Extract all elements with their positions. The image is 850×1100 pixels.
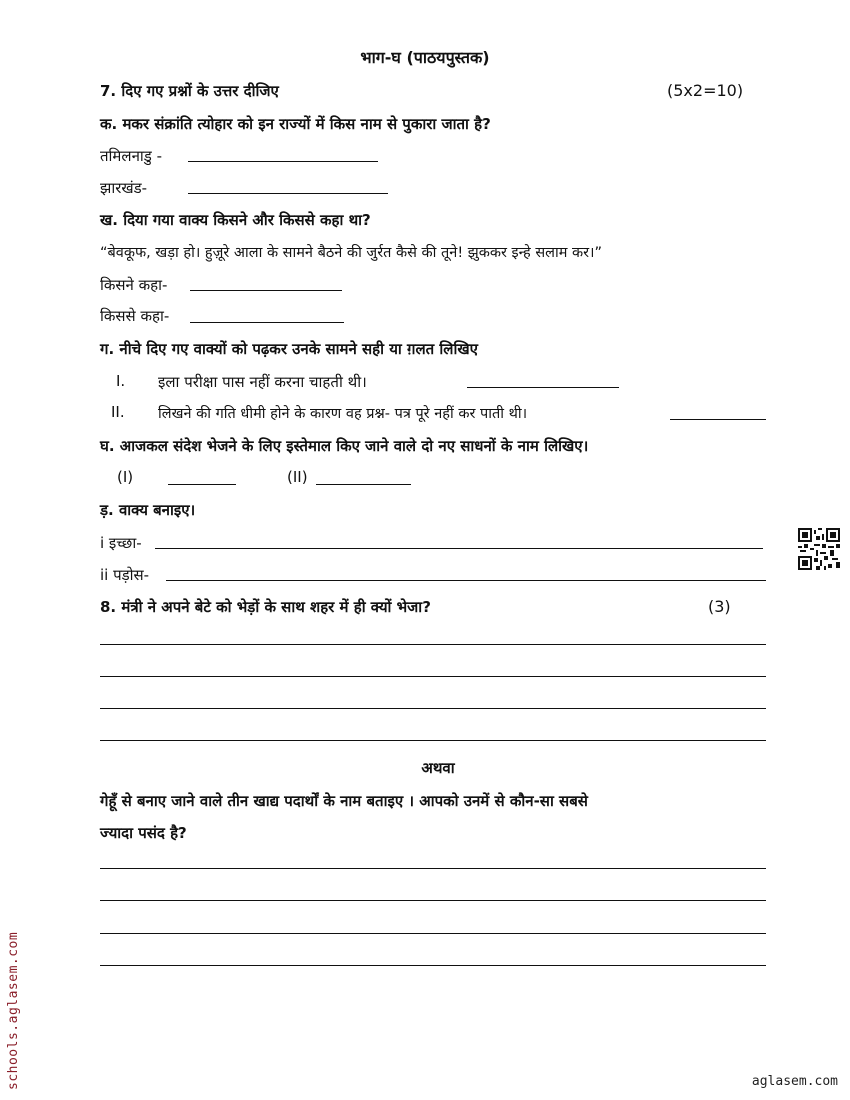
question-8: 8. मंत्री ने अपने बेटे को भेड़ों के साथ शहर में ही क्यों भेजा? xyxy=(100,598,431,616)
answer-line-kisne[interactable] xyxy=(190,290,342,291)
qr-code-icon xyxy=(798,528,840,570)
answer-line-alt-1[interactable] xyxy=(100,868,766,869)
answer-line-statement-1[interactable] xyxy=(467,387,619,388)
answer-label-kisne: किसने कहा- xyxy=(100,276,168,294)
question-7-ka: क. मकर संक्रांति त्योहार को इन राज्यों में किस नाम से पुकारा जाता है? xyxy=(100,115,491,133)
answer-label-gha-2: (II) xyxy=(287,468,308,486)
question-7-kha: ख. दिया गया वाक्य किसने और किससे कहा था? xyxy=(100,211,371,229)
question-7-marks: (5x2=10) xyxy=(667,81,744,100)
side-watermark: schools.aglasem.com xyxy=(6,931,21,1090)
question-7-nga: ड़. वाक्य बनाइए। xyxy=(100,501,196,519)
answer-line-gha-2[interactable] xyxy=(316,484,411,485)
footer-watermark: aglasem.com xyxy=(751,1074,838,1089)
answer-label-jharkhand: झारखंड- xyxy=(100,179,148,197)
answer-line-q8-1[interactable] xyxy=(100,644,766,645)
alt-question-line-2: ज्यादा पसंद है? xyxy=(100,824,187,842)
question-7-gha: घ. आजकल संदेश भेजने के लिए इस्तेमाल किए जाने वाले दो नए साधनों के नाम लिखिए। xyxy=(100,437,589,455)
alt-question-line-1: गेहूँ से बनाए जाने वाले तीन खाद्य पदार्थों के नाम बताइए । आपको उनमें से कौन-सा सबसे xyxy=(100,792,588,810)
answer-label-tamilnadu: तमिलनाडु - xyxy=(100,147,162,165)
answer-line-alt-3[interactable] xyxy=(100,933,766,934)
statement-1: इला परीक्षा पास नहीं करना चाहती थी। xyxy=(158,373,367,391)
answer-label-gha-1: (I) xyxy=(117,468,134,486)
answer-label-kisse: किससे कहा- xyxy=(100,307,170,325)
item-number-1: I. xyxy=(116,372,126,390)
answer-line-alt-2[interactable] xyxy=(100,900,766,901)
answer-line-tamilnadu[interactable] xyxy=(188,161,378,162)
answer-line-gha-1[interactable] xyxy=(168,484,236,485)
question-7-heading: 7. दिए गए प्रश्नों के उत्तर दीजिए xyxy=(100,82,279,100)
answer-label-ichchha: i इच्छा- xyxy=(100,534,142,552)
quote-text: “बेवकूफ, खड़ा हो। हुज़ूरे आला के सामने बैठने की जुर्रत कैसे की तूने! झुककर इन्हे सलाम कर।” xyxy=(100,245,603,261)
question-8-marks: (3) xyxy=(708,597,731,616)
answer-line-jharkhand[interactable] xyxy=(188,193,388,194)
answer-line-q8-3[interactable] xyxy=(100,708,766,709)
answer-line-alt-4[interactable] xyxy=(100,965,766,966)
answer-line-q8-2[interactable] xyxy=(100,676,766,677)
answer-line-ichchha[interactable] xyxy=(155,548,763,549)
section-title: भाग-घ (पाठयपुस्तक) xyxy=(360,48,490,67)
statement-2: लिखने की गति धीमी होने के कारण वह प्रश्न- पत्र पूरे नहीं कर पाती थी। xyxy=(158,406,528,422)
answer-line-kisse[interactable] xyxy=(190,322,344,323)
or-divider: अथवा xyxy=(421,759,455,777)
answer-line-pados[interactable] xyxy=(166,580,766,581)
answer-line-statement-2[interactable] xyxy=(670,419,766,420)
question-7-ga: ग. नीचे दिए गए वाक्यों को पढ़कर उनके सामने सही या ग़लत लिखिए xyxy=(100,340,478,358)
item-number-2: II. xyxy=(111,403,125,421)
answer-line-q8-4[interactable] xyxy=(100,740,766,741)
answer-label-pados: ii पड़ोस- xyxy=(100,566,150,584)
